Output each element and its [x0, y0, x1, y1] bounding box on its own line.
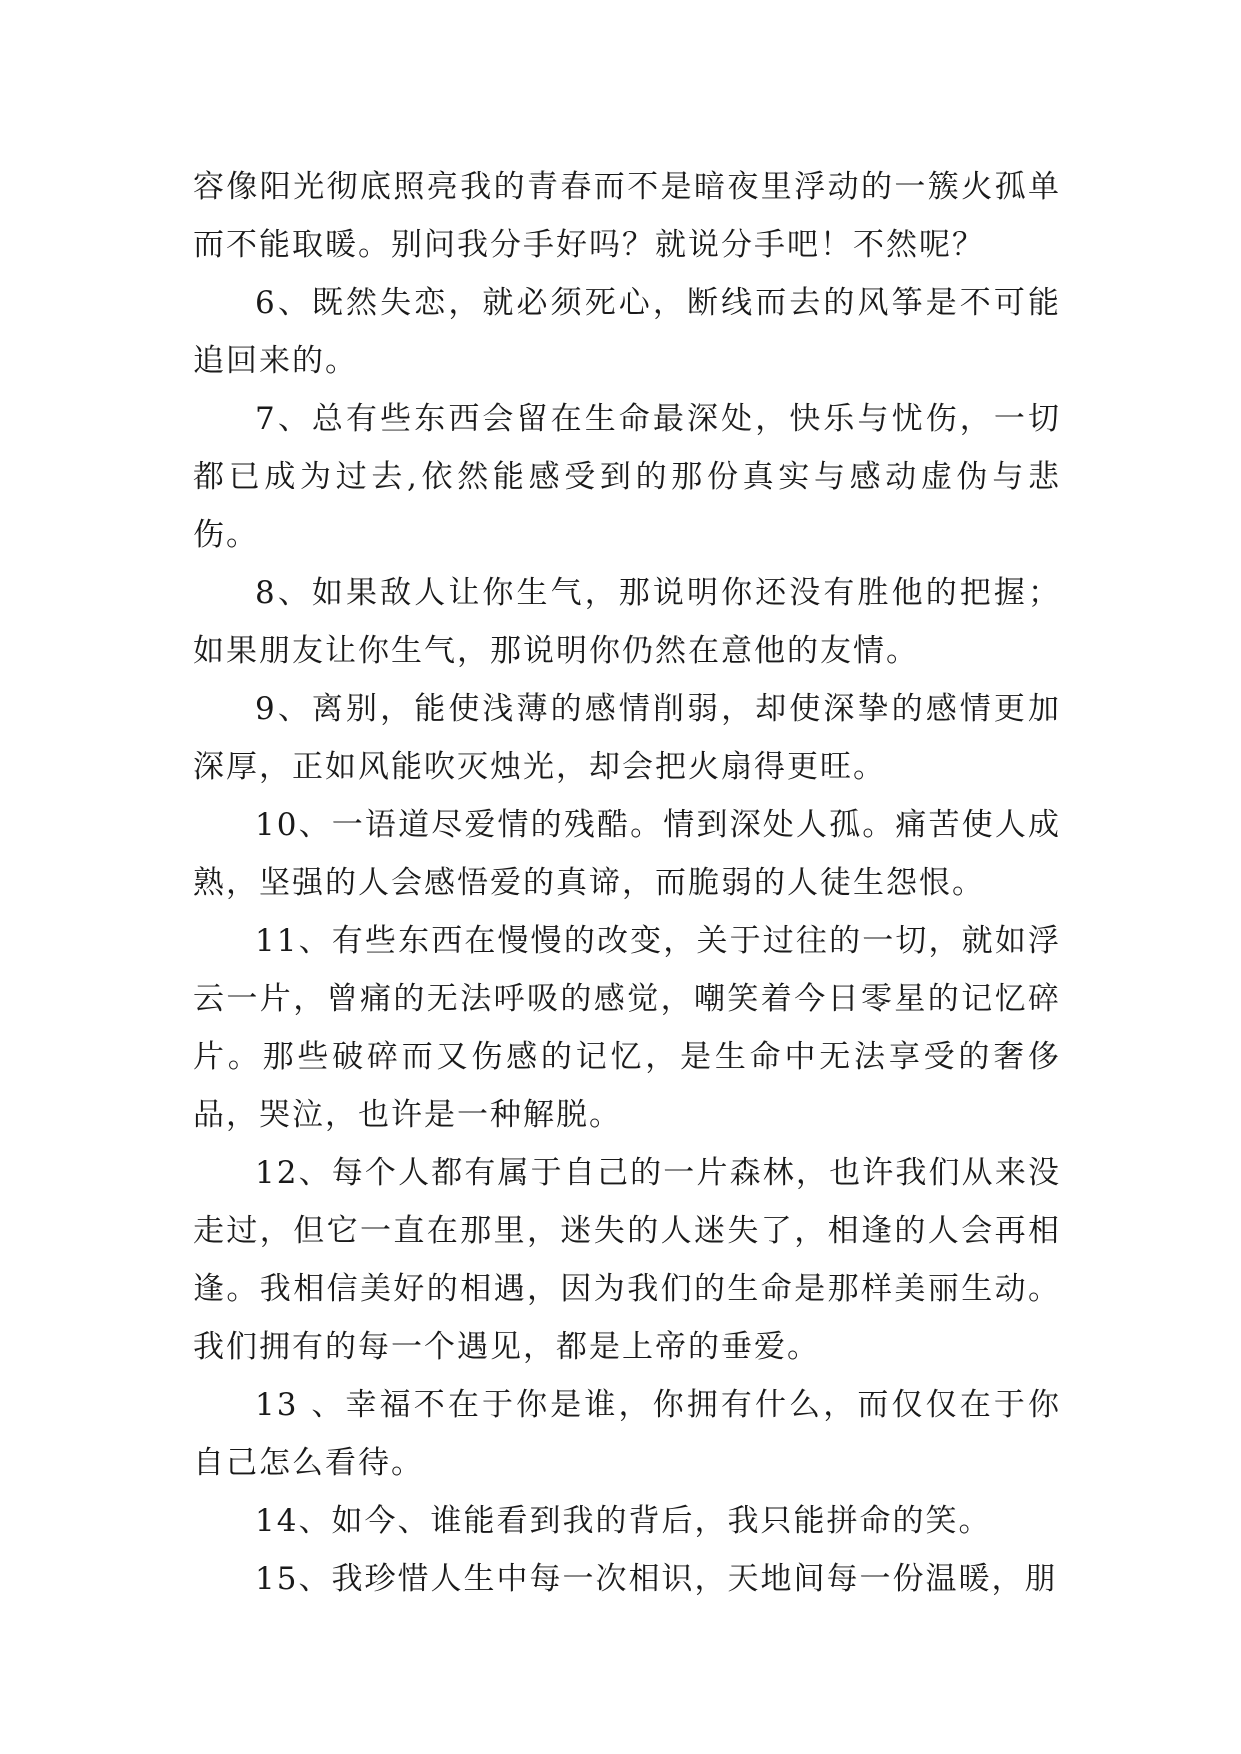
paragraph-11: 11、有些东西在慢慢的改变，关于过往的一切，就如浮云一片，曾痛的无法呼吸的感觉，嘲笑着今日零星的记忆碎片。那些破碎而又伤感的记忆，是生命中无法享受的奢侈品，哭泣，也许是一种解脱。 [193, 923, 1061, 1133]
paragraph-8: 8、如果敌人让你生气，那说明你还没有胜他的把握；如果朋友让你生气，那说明你仍然在意他的友情。 [193, 575, 1061, 669]
paragraph-15: 15、我珍惜人生中每一次相识，天地间每一份温暖，朋 [255, 1561, 1058, 1597]
paragraph-13: 13 、幸福不在于你是谁，你拥有什么，而仅仅在于你自己怎么看待。 [193, 1387, 1061, 1481]
paragraph-9: 9、离别，能使浅薄的感情削弱，却使深挚的感情更加深厚，正如风能吹灭烛光，却会把火扇得更旺。 [193, 691, 1061, 785]
paragraph-10: 10、一语道尽爱情的残酷。情到深处人孤。痛苦使人成熟，坚强的人会感悟爱的真谛，而脆弱的人徒生怨恨。 [193, 807, 1061, 901]
paragraph-12: 12、每个人都有属于自己的一片森林，也许我们从来没走过，但它一直在那里，迷失的人迷失了，相逢的人会再相逢。我相信美好的相遇，因为我们的生命是那样美丽生动。我们拥有的每一个遇见，都是上帝的垂爱。 [193, 1155, 1061, 1365]
paragraph-7: 7、总有些东西会留在生命最深处，快乐与忧伤，一切都已成为过去,依然能感受到的那份真实与感动虚伪与悲伤。 [193, 401, 1061, 553]
paragraph-continuation: 容像阳光彻底照亮我的青春而不是暗夜里浮动的一簇火孤单而不能取暖。别问我分手好吗？就说分手吧！不然呢？ [193, 169, 1061, 263]
paragraph-6: 6、既然失恋，就必须死心，断线而去的风筝是不可能追回来的。 [193, 285, 1061, 379]
document-body [193, 158, 1061, 1608]
paragraph-14: 14、如今、谁能看到我的背后，我只能拼命的笑。 [255, 1503, 992, 1539]
